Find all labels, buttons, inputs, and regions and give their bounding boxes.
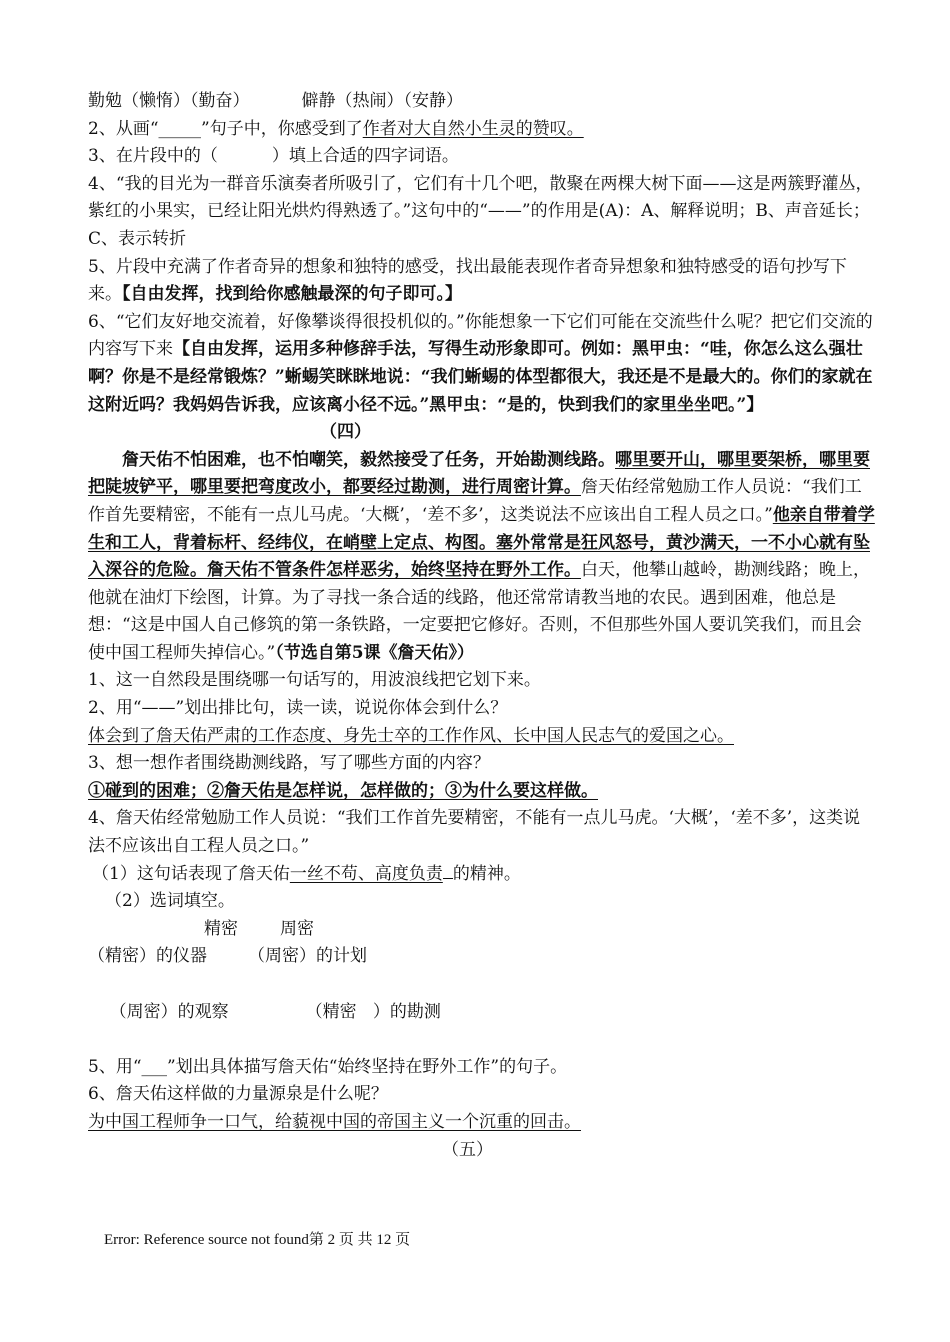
q2-blank: _____ bbox=[158, 118, 202, 139]
q2-answer: 作者对大自然小生灵的赞叹。 bbox=[362, 118, 584, 139]
passage-q2: 2、用“——”划出排比句，读一读，说说你体会到什么？ bbox=[88, 698, 508, 719]
q4-1-text-b: 的精神。 bbox=[452, 863, 521, 884]
passage-underlined-3: 詹天佑不管条件怎样恶劣，始终坚持在野外工作。 bbox=[207, 560, 581, 581]
word-pair-1: 勤勉（懒惰）（勤奋） bbox=[88, 91, 250, 111]
line-1 bbox=[88, 88, 876, 116]
question-3: 3、在片段中的（ ）填上合适的四字词语。 bbox=[88, 146, 459, 167]
passage-q4: 4、詹天佑经常勉励工作人员说：“我们工作首先要精密，不能有一点儿马虎。‘大概’，‘差不多’，这类说法不应该出自工程人员之口。” bbox=[88, 808, 861, 857]
passage-parallel-sentence: 哪里要开山，哪里要架桥，哪里要把陡坡铲平，哪里要把弯度改小，都要经过勘测，进行周密计算。 bbox=[88, 449, 870, 498]
passage-q2-answer: 体会到了詹天佑严肃的工作态度、身先士卒的工作作风、长中国人民志气的爱国之心。 bbox=[88, 725, 734, 746]
word-choice-2: 周密 bbox=[280, 918, 314, 939]
section-heading-5: （五） bbox=[442, 1139, 493, 1160]
fill-row-2 bbox=[88, 971, 876, 1054]
passage-q5 bbox=[88, 1054, 876, 1082]
word-choices bbox=[88, 916, 876, 944]
passage-quote: 詹天佑经常勉励工作人员说：“我们工作首先要精密，不能有一点儿马虎。‘大概’，‘差不多’，这类说法不应该出自工程人员之口。” bbox=[88, 477, 862, 525]
document-page bbox=[88, 88, 876, 1164]
passage-underlined-1: 他亲自带着学生和工人，背着标杆、经纬仪，在峭壁上定点、构图。 bbox=[88, 504, 875, 553]
word-pair-2: 僻静（热闹）（安静） bbox=[301, 91, 463, 111]
page-footer: Error: Reference source not found第 2 页 共 12 页 bbox=[104, 1232, 411, 1248]
passage bbox=[88, 447, 876, 668]
question-5 bbox=[88, 254, 876, 309]
fill-2a: （周密）的观察 bbox=[109, 1001, 229, 1022]
passage-underlined-2: 塞外常常是狂风怒号，黄沙满天，一不小心就有坠入深谷的危险。 bbox=[88, 532, 870, 581]
passage-q4-2: （2）选词填空。 bbox=[105, 891, 235, 912]
q5-blank: ___ bbox=[141, 1056, 168, 1077]
passage-q4-1 bbox=[88, 861, 876, 889]
passage-q3-answer: ①碰到的困难；②詹天佑是怎样说，怎样做的；③为什么要这样做。 bbox=[88, 780, 598, 801]
q4-1-answer: 一丝不苟、高度负责 bbox=[289, 863, 443, 884]
passage-topic-sentence: 詹天佑不怕困难，也不怕嘲笑，毅然接受了任务，开始勘测线路。 bbox=[122, 449, 615, 470]
fill-1b: （周密）的计划 bbox=[248, 946, 367, 967]
question-4: 4、“我的目光为一群音乐演奏者所吸引了，它们有十几个吧，散聚在两棵大树下面——这是两簇野灌丛，紫红的小果实，已经让阳光烘灼得熟透了。”这句中的“——”的作用是(A)：A、解释说明；B、声音延长；C、表示转折 bbox=[88, 173, 873, 249]
passage-text-1: 白天，他攀山越岭，勘测线路；晚上，他就在油灯下绘图，计算。 bbox=[88, 560, 870, 608]
fill-1a: （精密）的仪器 bbox=[88, 946, 207, 967]
q2-text-a: 2、从画“ bbox=[88, 118, 159, 139]
passage-q6: 6、詹天佑这样做的力量源泉是什么呢？ bbox=[88, 1084, 388, 1105]
q6-text: 6、“它们友好地交流着，好像攀谈得很投机似的。”你能想象一下它们可能在交流些什么呢？把它们交流的内容写下来 bbox=[88, 311, 873, 360]
passage-text-2: 为了寻找一条合适的线路，他还常常请教当地的农民。遇到困难，他总是想：“这是中国人自己修筑的第一条铁路，一定要把它修好。否则，不但那些外国人要讥笑我们，而且会使中国工程师失掉信心。” bbox=[88, 587, 862, 663]
q6-answer: 【自由发挥，运用多种修辞手法，写得生动形象即可。例如：黑甲虫：“哇，你怎么这么强壮啊？你是不是经常锻炼？”蜥蜴笑眯眯地说：“我们蜥蜴的体型都很大，我还是不是最大的。你们的家就在这附近吗？我妈妈告诉我，应该离小径不远。”黑甲虫：“是的，快到我们的家里坐坐吧。”】 bbox=[88, 339, 873, 415]
question-2 bbox=[88, 116, 876, 144]
q4-1-text: （1）这句话表现了詹天佑 bbox=[92, 863, 290, 884]
fill-row-1 bbox=[88, 943, 876, 971]
q5-text-a: 5、用“ bbox=[88, 1056, 142, 1077]
passage-source: （节选自第5课《詹天佑》） bbox=[275, 642, 475, 663]
passage-q3: 3、想一想作者围绕勘测线路，写了哪些方面的内容？ bbox=[88, 753, 490, 774]
q2-text-b: ”句子中，你感受到了 bbox=[201, 118, 363, 139]
passage-q1: 1、这一自然段是围绕哪一句话写的，用波浪线把它划下来。 bbox=[88, 670, 541, 691]
q5-answer: 【自由发挥，找到给你感触最深的句子即可。】 bbox=[122, 284, 462, 305]
q5-text: 5、片段中充满了作者奇异的想象和独特的感受，找出最能表现作者奇异想象和独特感受的语句抄写下来。 bbox=[88, 256, 847, 305]
passage-q6-answer: 为中国工程师争一口气，给藐视中国的帝国主义一个沉重的回击。 bbox=[88, 1111, 581, 1132]
word-choice-1: 精密 bbox=[204, 918, 238, 939]
question-6 bbox=[88, 309, 876, 419]
q5-text-b: ”划出具体描写詹天佑“始终坚持在野外工作”的句子。 bbox=[167, 1056, 568, 1077]
fill-2b: （精密 ）的勘测 bbox=[305, 1001, 441, 1022]
section-heading-4: （四） bbox=[320, 422, 371, 443]
